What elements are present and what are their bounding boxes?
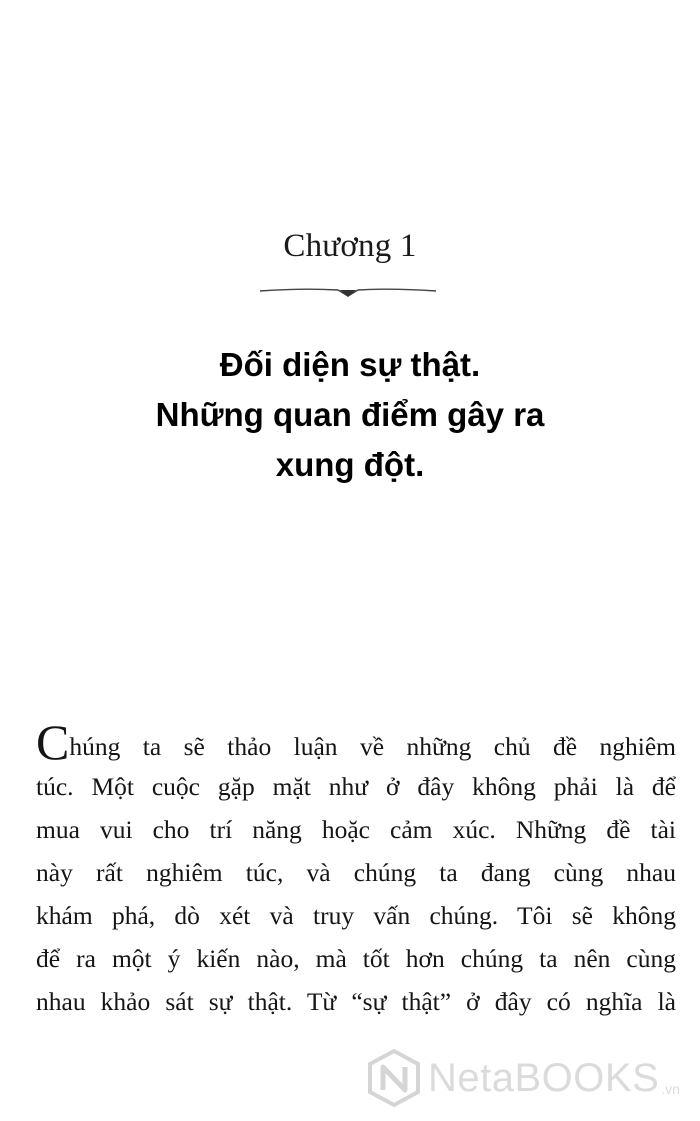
body-line: mua vui cho trí năng hoặc cảm xúc. Những đề tài	[36, 815, 676, 844]
ornament-divider-icon	[258, 282, 438, 302]
body-line: khám phá, dò xét và truy vấn chúng. Tôi sẽ không	[36, 901, 676, 930]
netabooks-logo-icon	[366, 1048, 422, 1108]
chapter-title-line: Đối diện sự thật.	[219, 346, 481, 383]
chapter-title-line: Những quan điểm gây ra	[155, 396, 545, 433]
chapter-title	[60, 340, 640, 490]
chapter-title-line: xung đột.	[275, 446, 425, 483]
drop-cap: C	[36, 714, 70, 770]
body-line	[36, 714, 676, 770]
body-line-text: húng ta sẽ thảo luận về những chủ đề nghiêm	[69, 732, 676, 761]
chapter-label: Chương 1	[283, 228, 417, 264]
body-line: túc. Một cuộc gặp mặt như ở đây không phải là để	[36, 772, 676, 801]
body-line: để ra một ý kiến nào, mà tốt hơn chúng ta nên cùng	[36, 944, 676, 973]
watermark-suffix: .vn	[661, 1081, 680, 1097]
watermark-text: NetaBOOKS	[428, 1055, 660, 1100]
netabooks-watermark	[366, 1045, 696, 1111]
body-paragraph	[36, 714, 676, 1023]
body-line: nhau khảo sát sự thật. Từ “sự thật” ở đây có nghĩa là	[36, 987, 676, 1016]
body-line: này rất nghiêm túc, và chúng ta đang cùng nhau	[36, 858, 676, 887]
